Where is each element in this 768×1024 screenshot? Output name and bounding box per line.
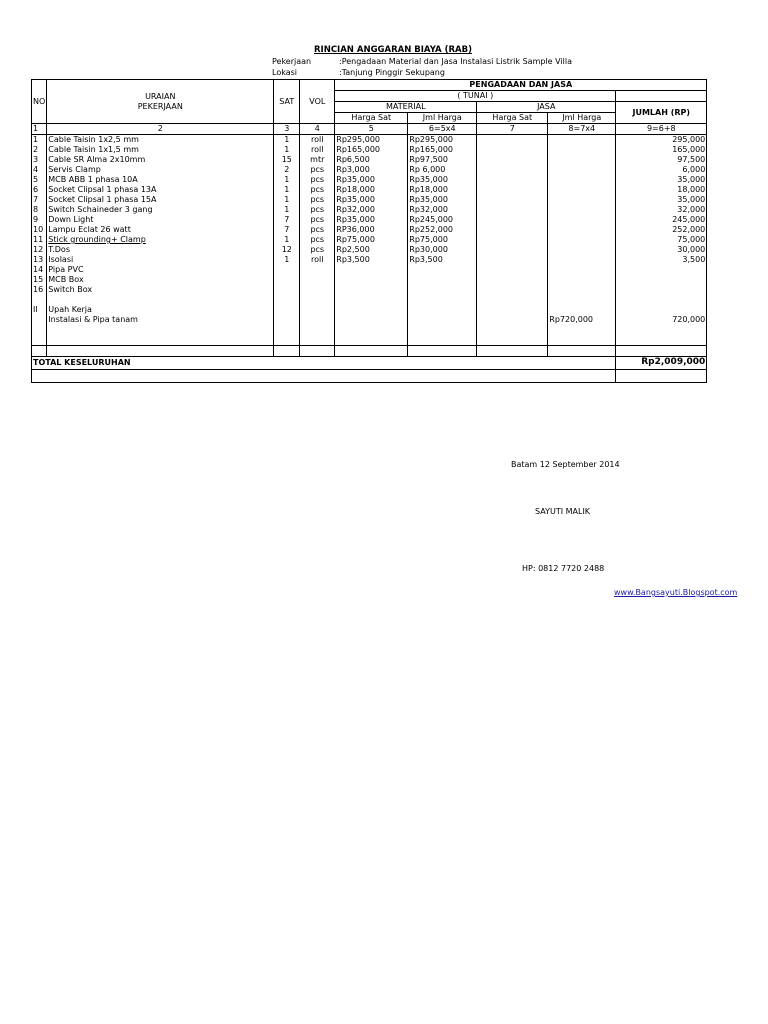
item-jasa-jml-harga xyxy=(548,275,616,285)
material-header: MATERIAL xyxy=(335,102,477,113)
item-name: Cable SR Alma 2x10mm xyxy=(47,155,274,165)
item-jasa-jml-harga xyxy=(548,135,616,146)
item-no: 2 xyxy=(32,145,47,155)
item-jml-harga: Rp18,000 xyxy=(408,185,477,195)
item-jumlah: 35,000 xyxy=(616,195,707,205)
item-jumlah: 252,000 xyxy=(616,225,707,235)
item-sat: 7 xyxy=(274,215,300,225)
item-harga-sat: Rp6,500 xyxy=(335,155,408,165)
item-row xyxy=(32,225,707,235)
item-vol: roll xyxy=(300,255,335,265)
item-row xyxy=(32,275,707,285)
item-vol: pcs xyxy=(300,235,335,245)
item-jasa-harga-sat xyxy=(477,165,548,175)
item-no: 13 xyxy=(32,255,47,265)
item-jasa-harga-sat xyxy=(477,275,548,285)
item-row xyxy=(32,235,707,245)
section-no: II xyxy=(32,305,47,315)
pekerjaan-label: Pekerjaan xyxy=(272,57,312,66)
upah-item: Instalasi & Pipa tanam xyxy=(47,315,274,325)
item-no: 10 xyxy=(32,225,47,235)
website-link[interactable]: www.Bangsayuti.Blogspot.com xyxy=(614,588,738,597)
item-jumlah: 18,000 xyxy=(616,185,707,195)
item-vol: pcs xyxy=(300,205,335,215)
item-jml-harga xyxy=(408,265,477,275)
item-name: Pipa PVC xyxy=(47,265,274,275)
upah-section-row xyxy=(32,305,707,315)
item-jasa-jml-harga xyxy=(548,165,616,175)
item-harga-sat: Rp3,500 xyxy=(335,255,408,265)
item-sat: 1 xyxy=(274,135,300,146)
item-vol: roll xyxy=(300,145,335,155)
item-jasa-jml-harga xyxy=(548,225,616,235)
item-jasa-jml-harga xyxy=(548,245,616,255)
item-no: 7 xyxy=(32,195,47,205)
item-jumlah: 245,000 xyxy=(616,215,707,225)
item-name: Switch Box xyxy=(47,285,274,295)
jasa-harga-sat-header: Harga Sat xyxy=(477,113,548,124)
item-sat: 1 xyxy=(274,175,300,185)
col-vol-header: VOL xyxy=(300,80,335,124)
item-harga-sat: Rp295,000 xyxy=(335,135,408,146)
item-vol: pcs xyxy=(300,225,335,235)
item-jasa-harga-sat xyxy=(477,205,548,215)
budget-table xyxy=(31,79,707,383)
item-jasa-harga-sat xyxy=(477,195,548,205)
item-no: 15 xyxy=(32,275,47,285)
item-jasa-harga-sat xyxy=(477,155,548,165)
item-jml-harga: Rp35,000 xyxy=(408,195,477,205)
item-jasa-jml-harga xyxy=(548,155,616,165)
item-row xyxy=(32,175,707,185)
item-vol xyxy=(300,285,335,295)
item-jumlah: 295,000 xyxy=(616,135,707,146)
item-no: 8 xyxy=(32,205,47,215)
item-sat: 1 xyxy=(274,235,300,245)
item-sat: 15 xyxy=(274,155,300,165)
item-jasa-harga-sat xyxy=(477,265,548,275)
item-vol: roll xyxy=(300,135,335,146)
item-row xyxy=(32,215,707,225)
item-jml-harga: Rp75,000 xyxy=(408,235,477,245)
upah-jasa-value: Rp720,000 xyxy=(548,315,616,325)
item-name: Socket Clipsal 1 phasa 13A xyxy=(47,185,274,195)
item-harga-sat: Rp35,000 xyxy=(335,175,408,185)
col-uraian-line2: PEKERJAAN xyxy=(137,101,183,111)
item-harga-sat: Rp75,000 xyxy=(335,235,408,245)
item-jasa-harga-sat xyxy=(477,135,548,146)
item-jml-harga xyxy=(408,275,477,285)
item-vol: pcs xyxy=(300,215,335,225)
item-jml-harga: Rp32,000 xyxy=(408,205,477,215)
item-harga-sat: Rp35,000 xyxy=(335,195,408,205)
item-jasa-jml-harga xyxy=(548,195,616,205)
item-no: 5 xyxy=(32,175,47,185)
jumlah-header: JUMLAH (RP) xyxy=(616,102,707,124)
phone-number: HP: 0812 7720 2488 xyxy=(522,564,605,573)
item-sat: 1 xyxy=(274,255,300,265)
item-vol: pcs xyxy=(300,245,335,255)
item-row xyxy=(32,265,707,275)
signer-name: SAYUTI MALIK xyxy=(535,507,591,516)
item-row xyxy=(32,245,707,255)
item-row xyxy=(32,205,707,215)
lokasi-label: Lokasi xyxy=(272,68,297,77)
item-jml-harga: Rp245,000 xyxy=(408,215,477,225)
item-name: MCB ABB 1 phasa 10A xyxy=(47,175,274,185)
item-jumlah xyxy=(616,285,707,295)
item-harga-sat xyxy=(335,285,408,295)
lokasi-value: :Tanjung Pinggir Sekupang xyxy=(339,68,445,77)
item-no: 3 xyxy=(32,155,47,165)
item-row xyxy=(32,155,707,165)
item-jasa-harga-sat xyxy=(477,185,548,195)
item-jasa-jml-harga xyxy=(548,285,616,295)
item-sat: 7 xyxy=(274,225,300,235)
item-no: 4 xyxy=(32,165,47,175)
item-jml-harga: Rp3,500 xyxy=(408,255,477,265)
item-jumlah: 30,000 xyxy=(616,245,707,255)
item-row xyxy=(32,135,707,146)
item-name: T.Dos xyxy=(47,245,274,255)
col-no-header: NO xyxy=(32,80,47,124)
item-jasa-harga-sat xyxy=(477,175,548,185)
item-no: 16 xyxy=(32,285,47,295)
col-uraian-header xyxy=(47,80,274,124)
total-row xyxy=(32,357,707,370)
item-harga-sat xyxy=(335,275,408,285)
jasa-header: JASA xyxy=(477,102,616,113)
item-row xyxy=(32,285,707,295)
index-row: 1 2 3 4 5 6=5x4 7 8=7x4 9=6+8 xyxy=(32,124,707,135)
item-harga-sat xyxy=(335,265,408,275)
item-sat: 2 xyxy=(274,165,300,175)
item-jumlah xyxy=(616,265,707,275)
item-jumlah xyxy=(616,275,707,285)
item-row xyxy=(32,145,707,155)
item-jumlah: 97,500 xyxy=(616,155,707,165)
item-harga-sat: RP36,000 xyxy=(335,225,408,235)
item-harga-sat: Rp35,000 xyxy=(335,215,408,225)
item-jumlah: 3,500 xyxy=(616,255,707,265)
item-vol: pcs xyxy=(300,165,335,175)
item-jml-harga: Rp 6,000 xyxy=(408,165,477,175)
item-name: Isolasi xyxy=(47,255,274,265)
item-name: Stick grounding+ Clamp xyxy=(47,235,274,245)
item-jasa-harga-sat xyxy=(477,255,548,265)
group-subtitle: ( TUNAI ) xyxy=(335,91,616,102)
item-vol xyxy=(300,265,335,275)
item-jumlah: 32,000 xyxy=(616,205,707,215)
item-sat xyxy=(274,285,300,295)
item-no: 9 xyxy=(32,215,47,225)
item-sat: 1 xyxy=(274,185,300,195)
item-vol: pcs xyxy=(300,185,335,195)
item-harga-sat: Rp18,000 xyxy=(335,185,408,195)
item-jasa-jml-harga xyxy=(548,215,616,225)
item-sat: 12 xyxy=(274,245,300,255)
item-sat: 1 xyxy=(274,205,300,215)
item-row xyxy=(32,165,707,175)
section-title: Upah Kerja xyxy=(47,305,274,315)
item-jasa-jml-harga xyxy=(548,265,616,275)
item-jasa-jml-harga xyxy=(548,185,616,195)
item-vol: mtr xyxy=(300,155,335,165)
item-jasa-jml-harga xyxy=(548,175,616,185)
total-label: TOTAL KESELURUHAN xyxy=(32,357,616,370)
pekerjaan-value: :Pengadaan Material dan Jasa Instalasi Listrik Sample Villa xyxy=(339,57,572,66)
item-no: 6 xyxy=(32,185,47,195)
item-sat xyxy=(274,265,300,275)
item-jasa-harga-sat xyxy=(477,285,548,295)
item-name: Cable Taisin 1x1,5 mm xyxy=(47,145,274,155)
col-sat-header: SAT xyxy=(274,80,300,124)
item-jumlah: 6,000 xyxy=(616,165,707,175)
material-jml-harga-header: Jml Harga xyxy=(408,113,477,124)
item-no: 11 xyxy=(32,235,47,245)
item-name: Cable Taisin 1x2,5 mm xyxy=(47,135,274,146)
upah-item-row xyxy=(32,315,707,325)
upah-jumlah-value: 720,000 xyxy=(616,315,707,325)
item-vol: pcs xyxy=(300,175,335,185)
item-jasa-harga-sat xyxy=(477,215,548,225)
item-jml-harga: Rp252,000 xyxy=(408,225,477,235)
item-jasa-jml-harga xyxy=(548,255,616,265)
item-vol xyxy=(300,275,335,285)
material-harga-sat-header: Harga Sat xyxy=(335,113,408,124)
item-name: MCB Box xyxy=(47,275,274,285)
col-uraian-line1: URAIAN xyxy=(145,91,176,101)
item-jml-harga xyxy=(408,285,477,295)
item-name: Socket Clipsal 1 phasa 15A xyxy=(47,195,274,205)
item-no: 1 xyxy=(32,135,47,146)
item-jml-harga: Rp35,000 xyxy=(408,175,477,185)
item-jml-harga: Rp165,000 xyxy=(408,145,477,155)
item-no: 12 xyxy=(32,245,47,255)
item-jasa-jml-harga xyxy=(548,205,616,215)
item-jumlah: 35,000 xyxy=(616,175,707,185)
document-title: RINCIAN ANGGARAN BIAYA (RAB) xyxy=(314,45,472,55)
item-vol: pcs xyxy=(300,195,335,205)
item-harga-sat: Rp165,000 xyxy=(335,145,408,155)
item-jumlah: 75,000 xyxy=(616,235,707,245)
item-harga-sat: Rp2,500 xyxy=(335,245,408,255)
item-jasa-jml-harga xyxy=(548,145,616,155)
item-name: Switch Schaineder 3 gang xyxy=(47,205,274,215)
item-jasa-harga-sat xyxy=(477,145,548,155)
item-row xyxy=(32,195,707,205)
item-sat: 1 xyxy=(274,145,300,155)
item-jumlah: 165,000 xyxy=(616,145,707,155)
item-jml-harga: Rp97,500 xyxy=(408,155,477,165)
item-harga-sat: Rp32,000 xyxy=(335,205,408,215)
item-row xyxy=(32,185,707,195)
item-name: Lampu Eclat 26 watt xyxy=(47,225,274,235)
place-date: Batam 12 September 2014 xyxy=(511,460,620,469)
item-jml-harga: Rp295,000 xyxy=(408,135,477,146)
total-value: Rp2,009,000 xyxy=(616,357,707,370)
jasa-jml-harga-header: Jml Harga xyxy=(548,113,616,124)
item-sat: 1 xyxy=(274,195,300,205)
item-row xyxy=(32,255,707,265)
item-harga-sat: Rp3,000 xyxy=(335,165,408,175)
item-jasa-harga-sat xyxy=(477,235,548,245)
item-jml-harga: Rp30,000 xyxy=(408,245,477,255)
item-no: 14 xyxy=(32,265,47,275)
item-name: Servis Clamp xyxy=(47,165,274,175)
item-jasa-jml-harga xyxy=(548,235,616,245)
item-name: Down Light xyxy=(47,215,274,225)
item-jasa-harga-sat xyxy=(477,245,548,255)
item-sat xyxy=(274,275,300,285)
group-title: PENGADAAN DAN JASA xyxy=(335,80,707,91)
item-jasa-harga-sat xyxy=(477,225,548,235)
